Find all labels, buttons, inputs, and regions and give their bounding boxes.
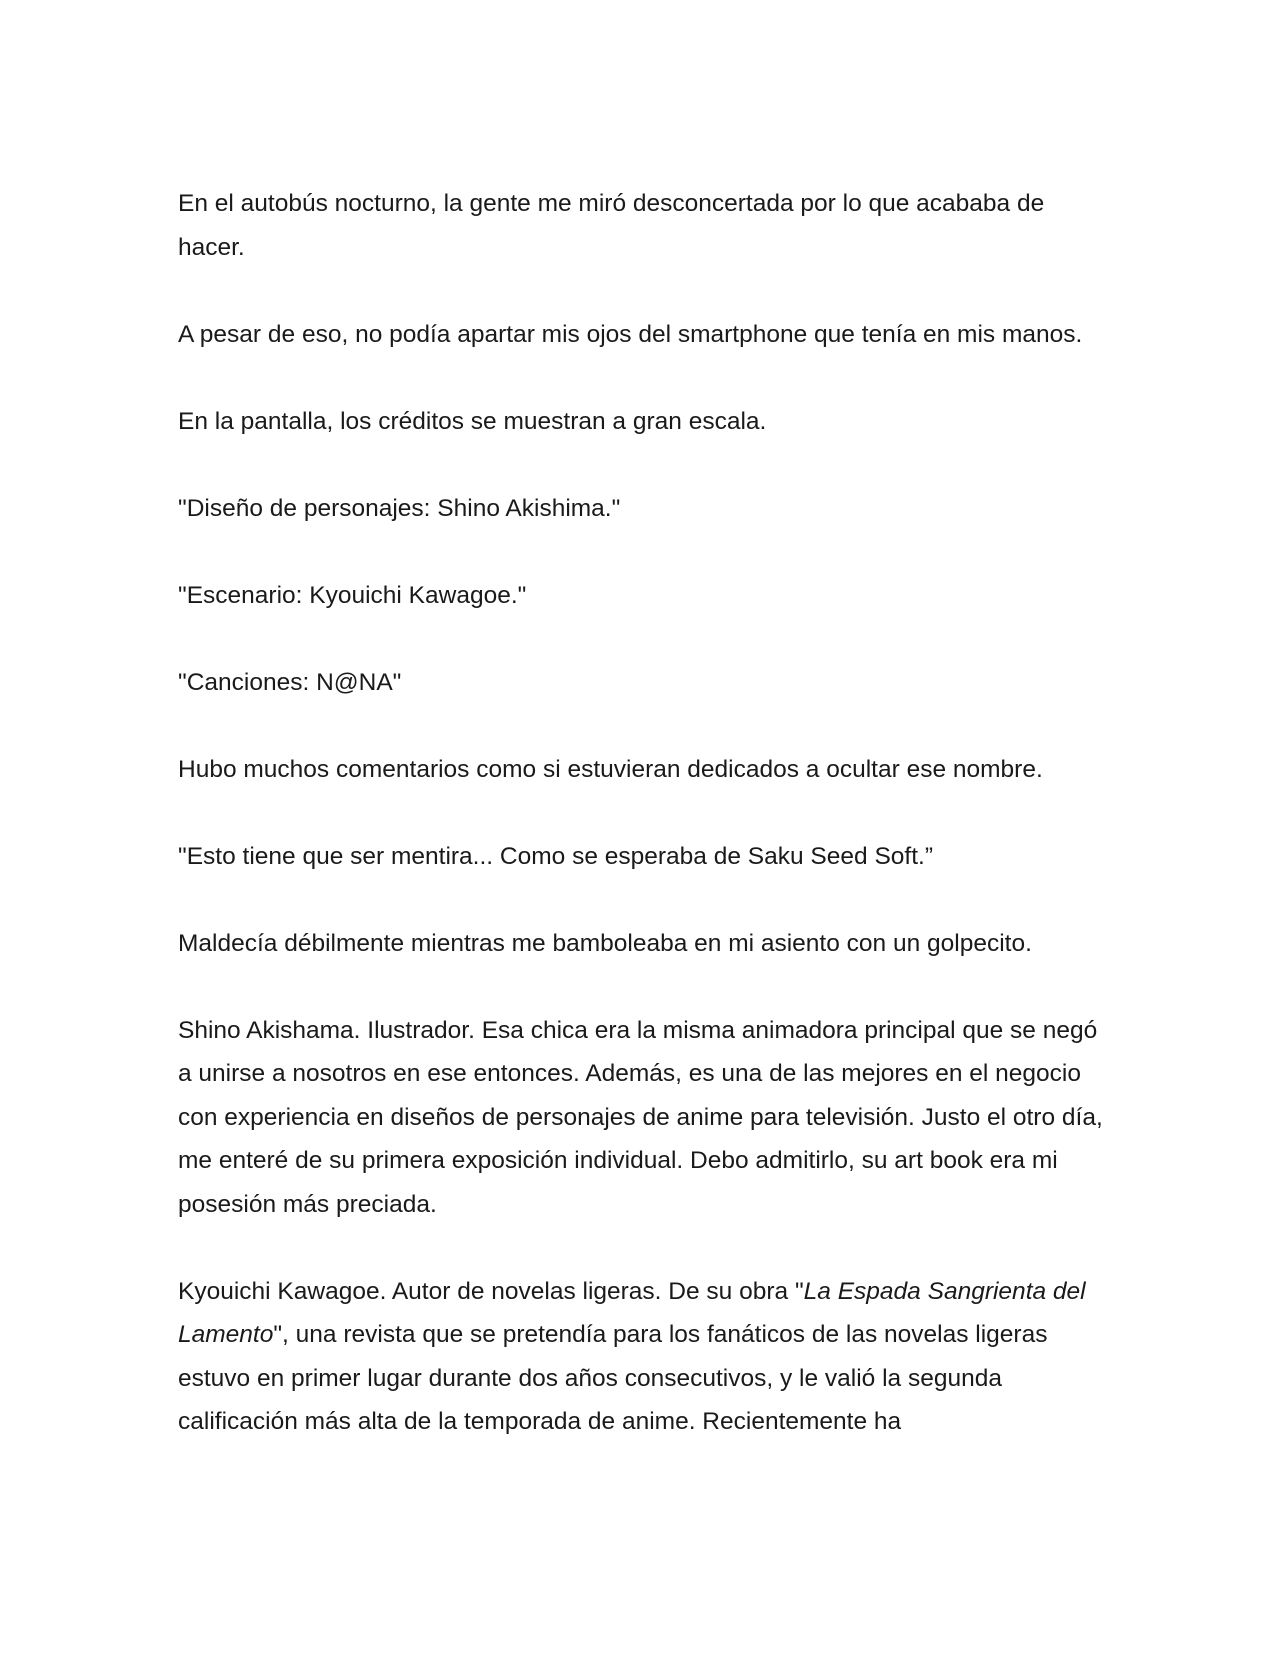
paragraph-screen-credits: En la pantalla, los créditos se muestran a gran escala. (178, 407, 767, 435)
paragraph-quote-saku-seed-soft: "Esto tiene que ser mentira... Como se esperaba de Saku Seed Soft.” (178, 842, 934, 870)
paragraph-kyouichi-kawagoe (178, 1270, 1108, 1444)
document-body (178, 182, 1108, 1444)
paragraph-credit-character-design: "Diseño de personajes: Shino Akishima." (178, 494, 621, 522)
paragraph-comments: Hubo muchos comentarios como si estuvieran dedicados a ocultar ese nombre. (178, 755, 1043, 783)
paragraph-shino-akishama: Shino Akishama. Ilustrador. Esa chica era la misma animadora principal que se negó a unirse a nosotros en ese entonces. Además, es una de las mejores en el negocio con experiencia en diseños de personajes de anime para televisión. Justo el otro día, me enteré de su primera exposición individual. Debo admitirlo, su art book era mi posesión más preciada. (178, 1016, 1103, 1218)
paragraph-kyouichi-kawagoe-rest: ", una revista que se pretendía para los fanáticos de las novelas ligeras estuvo en primer lugar durante dos años consecutivos, y le valió la segunda calificación más alta de la temporada de anime. Recientemente ha (178, 1321, 1048, 1435)
paragraph-kyouichi-kawagoe-intro: Kyouichi Kawagoe. Autor de novelas ligeras. De su obra " (178, 1277, 804, 1305)
paragraph-bus-night: En el autobús nocturno, la gente me miró desconcertada por lo que acababa de hacer. (178, 190, 1045, 261)
paragraph-credit-scenario: "Escenario: Kyouichi Kawagoe." (178, 581, 527, 609)
paragraph-cursed-weakly: Maldecía débilmente mientras me bamboleaba en mi asiento con un golpecito. (178, 929, 1032, 957)
paragraph-smartphone: A pesar de eso, no podía apartar mis ojos del smartphone que tenía en mis manos. (178, 320, 1083, 348)
novel-title: La Espada Sangrienta del Lamento (178, 1277, 1086, 1348)
paragraph-credit-songs: "Canciones: N@NA" (178, 668, 402, 696)
